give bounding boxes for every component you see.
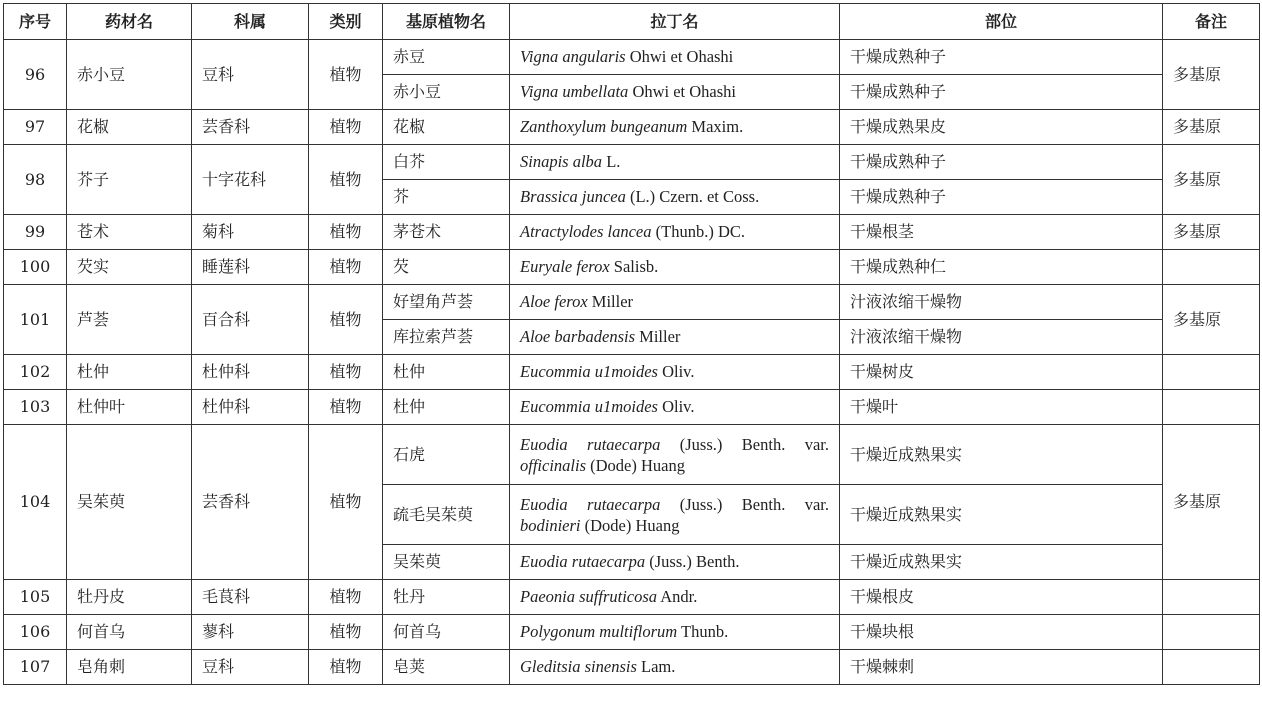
latin-name	[510, 545, 840, 580]
latin-name	[510, 580, 840, 615]
note	[1163, 250, 1260, 285]
row-no: 104	[4, 425, 67, 580]
herb-table	[3, 3, 1260, 685]
header-row	[4, 4, 1260, 40]
latin-name	[510, 485, 840, 545]
plant-part: 干燥棘刺	[840, 650, 1163, 685]
herb-name: 花椒	[67, 110, 192, 145]
note: 多基原	[1163, 145, 1260, 215]
plant-part: 干燥近成熟果实	[840, 485, 1163, 545]
latin-author: Andr.	[657, 587, 698, 606]
plant-part: 汁液浓缩干燥物	[840, 285, 1163, 320]
latin-genus: Euodia rutaecarpa	[520, 434, 661, 454]
plant-part: 干燥近成熟果实	[840, 545, 1163, 580]
plant-name: 芡	[383, 250, 510, 285]
header-part: 部位	[840, 4, 1163, 40]
table-row	[4, 250, 1260, 285]
row-no: 103	[4, 390, 67, 425]
plant-name: 库拉索芦荟	[383, 320, 510, 355]
latin-author: (Thunb.) DC.	[651, 222, 746, 241]
plant-name: 赤小豆	[383, 75, 510, 110]
row-no: 100	[4, 250, 67, 285]
plant-name: 牡丹	[383, 580, 510, 615]
plant-part: 干燥叶	[840, 390, 1163, 425]
latin-genus: Brassica juncea	[520, 187, 626, 206]
latin-genus: Eucommia u1moides	[520, 397, 658, 416]
header-category: 类别	[309, 4, 383, 40]
plant-part: 干燥成熟种子	[840, 40, 1163, 75]
latin-name	[510, 650, 840, 685]
latin-variety: bodinieri	[520, 515, 581, 535]
family-name: 睡莲科	[192, 250, 309, 285]
row-no: 101	[4, 285, 67, 355]
category: 植物	[309, 425, 383, 580]
latin-genus: Sinapis alba	[520, 152, 603, 171]
note: 多基原	[1163, 425, 1260, 580]
latin-author: (L.) Czern. et Coss.	[625, 187, 760, 206]
table-row	[4, 425, 1260, 485]
plant-part: 干燥成熟果皮	[840, 110, 1163, 145]
table-row	[4, 355, 1260, 390]
herb-name: 皂角刺	[67, 650, 192, 685]
plant-part: 干燥成熟种子	[840, 75, 1163, 110]
category: 植物	[309, 285, 383, 355]
plant-name: 杜仲	[383, 390, 510, 425]
herb-name: 芦荟	[67, 285, 192, 355]
table-row	[4, 285, 1260, 320]
latin-name	[510, 110, 840, 145]
family-name: 毛茛科	[192, 580, 309, 615]
latin-author: Salisb.	[609, 257, 659, 276]
table-body	[4, 40, 1260, 685]
note: 多基原	[1163, 110, 1260, 145]
plant-name: 白芥	[383, 145, 510, 180]
note: 多基原	[1163, 40, 1260, 110]
family-name: 蓼科	[192, 615, 309, 650]
plant-name: 杜仲	[383, 355, 510, 390]
latin-genus: Euryale ferox	[520, 257, 610, 276]
latin-genus: Gleditsia sinensis	[520, 657, 637, 676]
category: 植物	[309, 110, 383, 145]
table-row	[4, 40, 1260, 75]
plant-part: 干燥根皮	[840, 580, 1163, 615]
table-row	[4, 580, 1260, 615]
latin-author: Lam.	[636, 657, 676, 676]
herb-name: 吴茱萸	[67, 425, 192, 580]
latin-genus: Vigna umbellata	[520, 82, 629, 101]
family-name: 菊科	[192, 215, 309, 250]
category: 植物	[309, 615, 383, 650]
row-no: 105	[4, 580, 67, 615]
latin-name	[510, 180, 840, 215]
latin-author: Miller	[635, 327, 681, 346]
latin-author: (Juss.) Benth. var.	[660, 434, 829, 454]
category: 植物	[309, 390, 383, 425]
note: 多基原	[1163, 215, 1260, 250]
herb-name: 芥子	[67, 145, 192, 215]
header-note: 备注	[1163, 4, 1260, 40]
latin-author: (Juss.) Benth. var.	[660, 494, 829, 514]
header-no: 序号	[4, 4, 67, 40]
plant-name: 好望角芦荟	[383, 285, 510, 320]
family-name: 杜仲科	[192, 355, 309, 390]
table-row	[4, 145, 1260, 180]
plant-part: 干燥块根	[840, 615, 1163, 650]
table-row	[4, 650, 1260, 685]
row-no: 97	[4, 110, 67, 145]
row-no: 106	[4, 615, 67, 650]
note	[1163, 390, 1260, 425]
plant-name: 花椒	[383, 110, 510, 145]
plant-part: 干燥成熟种子	[840, 180, 1163, 215]
latin-name	[510, 250, 840, 285]
latin-name	[510, 215, 840, 250]
herb-name: 牡丹皮	[67, 580, 192, 615]
latin-genus: Polygonum multiflorum	[520, 622, 678, 641]
latin-name	[510, 320, 840, 355]
latin-author: Oliv.	[657, 397, 695, 416]
herb-name: 芡实	[67, 250, 192, 285]
latin-name	[510, 75, 840, 110]
latin-genus: Euodia rutaecarpa	[520, 494, 661, 514]
row-no: 107	[4, 650, 67, 685]
category: 植物	[309, 40, 383, 110]
latin-name	[510, 355, 840, 390]
note	[1163, 615, 1260, 650]
plant-part: 干燥树皮	[840, 355, 1163, 390]
category: 植物	[309, 145, 383, 215]
latin-name	[510, 390, 840, 425]
latin-author: Maxim.	[687, 117, 744, 136]
family-name: 十字花科	[192, 145, 309, 215]
plant-name: 赤豆	[383, 40, 510, 75]
latin-name	[510, 145, 840, 180]
family-name: 豆科	[192, 40, 309, 110]
table-row	[4, 110, 1260, 145]
category: 植物	[309, 580, 383, 615]
plant-name: 石虎	[383, 425, 510, 485]
plant-part: 干燥成熟种仁	[840, 250, 1163, 285]
latin-variety: officinalis	[520, 455, 586, 475]
family-name: 芸香科	[192, 425, 309, 580]
plant-part: 干燥根茎	[840, 215, 1163, 250]
row-no: 98	[4, 145, 67, 215]
note	[1163, 355, 1260, 390]
plant-name: 何首乌	[383, 615, 510, 650]
latin-genus: Vigna angularis	[520, 47, 626, 66]
latin-name	[510, 285, 840, 320]
latin-variety-author: (Dode) Huang	[580, 515, 680, 535]
plant-part: 汁液浓缩干燥物	[840, 320, 1163, 355]
latin-genus: Aloe ferox	[520, 292, 588, 311]
latin-variety-author: (Dode) Huang	[586, 455, 685, 475]
row-no: 99	[4, 215, 67, 250]
table-row	[4, 390, 1260, 425]
note: 多基原	[1163, 285, 1260, 355]
category: 植物	[309, 355, 383, 390]
herb-name: 杜仲叶	[67, 390, 192, 425]
plant-name: 芥	[383, 180, 510, 215]
row-no: 102	[4, 355, 67, 390]
category: 植物	[309, 650, 383, 685]
plant-name: 疏毛吴茱萸	[383, 485, 510, 545]
table-row	[4, 215, 1260, 250]
herb-name: 赤小豆	[67, 40, 192, 110]
plant-name: 茅苍术	[383, 215, 510, 250]
latin-name	[510, 425, 840, 485]
category: 植物	[309, 250, 383, 285]
row-no: 96	[4, 40, 67, 110]
latin-genus: Euodia rutaecarpa	[520, 552, 646, 571]
latin-genus: Atractylodes lancea	[520, 222, 652, 241]
latin-name	[510, 40, 840, 75]
latin-author: Ohwi et Ohashi	[628, 82, 737, 101]
latin-author: Miller	[587, 292, 634, 311]
latin-author: Ohwi et Ohashi	[625, 47, 734, 66]
latin-author: Thunb.	[677, 622, 729, 641]
latin-author: (Juss.) Benth.	[645, 552, 740, 571]
latin-genus: Paeonia suffruticosa	[520, 587, 658, 606]
header-plant: 基原植物名	[383, 4, 510, 40]
herb-name: 何首乌	[67, 615, 192, 650]
herb-name: 杜仲	[67, 355, 192, 390]
plant-name: 吴茱萸	[383, 545, 510, 580]
latin-genus: Zanthoxylum bungeanum	[520, 117, 688, 136]
plant-name: 皂荚	[383, 650, 510, 685]
family-name: 芸香科	[192, 110, 309, 145]
plant-part: 干燥近成熟果实	[840, 425, 1163, 485]
header-herb: 药材名	[67, 4, 192, 40]
category: 植物	[309, 215, 383, 250]
note	[1163, 650, 1260, 685]
header-latin: 拉丁名	[510, 4, 840, 40]
table-row	[4, 615, 1260, 650]
family-name: 百合科	[192, 285, 309, 355]
note	[1163, 580, 1260, 615]
latin-author: L.	[602, 152, 621, 171]
family-name: 杜仲科	[192, 390, 309, 425]
family-name: 豆科	[192, 650, 309, 685]
plant-part: 干燥成熟种子	[840, 145, 1163, 180]
latin-name	[510, 615, 840, 650]
latin-author: Oliv.	[657, 362, 695, 381]
latin-genus: Aloe barbadensis	[520, 327, 636, 346]
header-family: 科属	[192, 4, 309, 40]
latin-genus: Eucommia u1moides	[520, 362, 658, 381]
herb-name: 苍术	[67, 215, 192, 250]
